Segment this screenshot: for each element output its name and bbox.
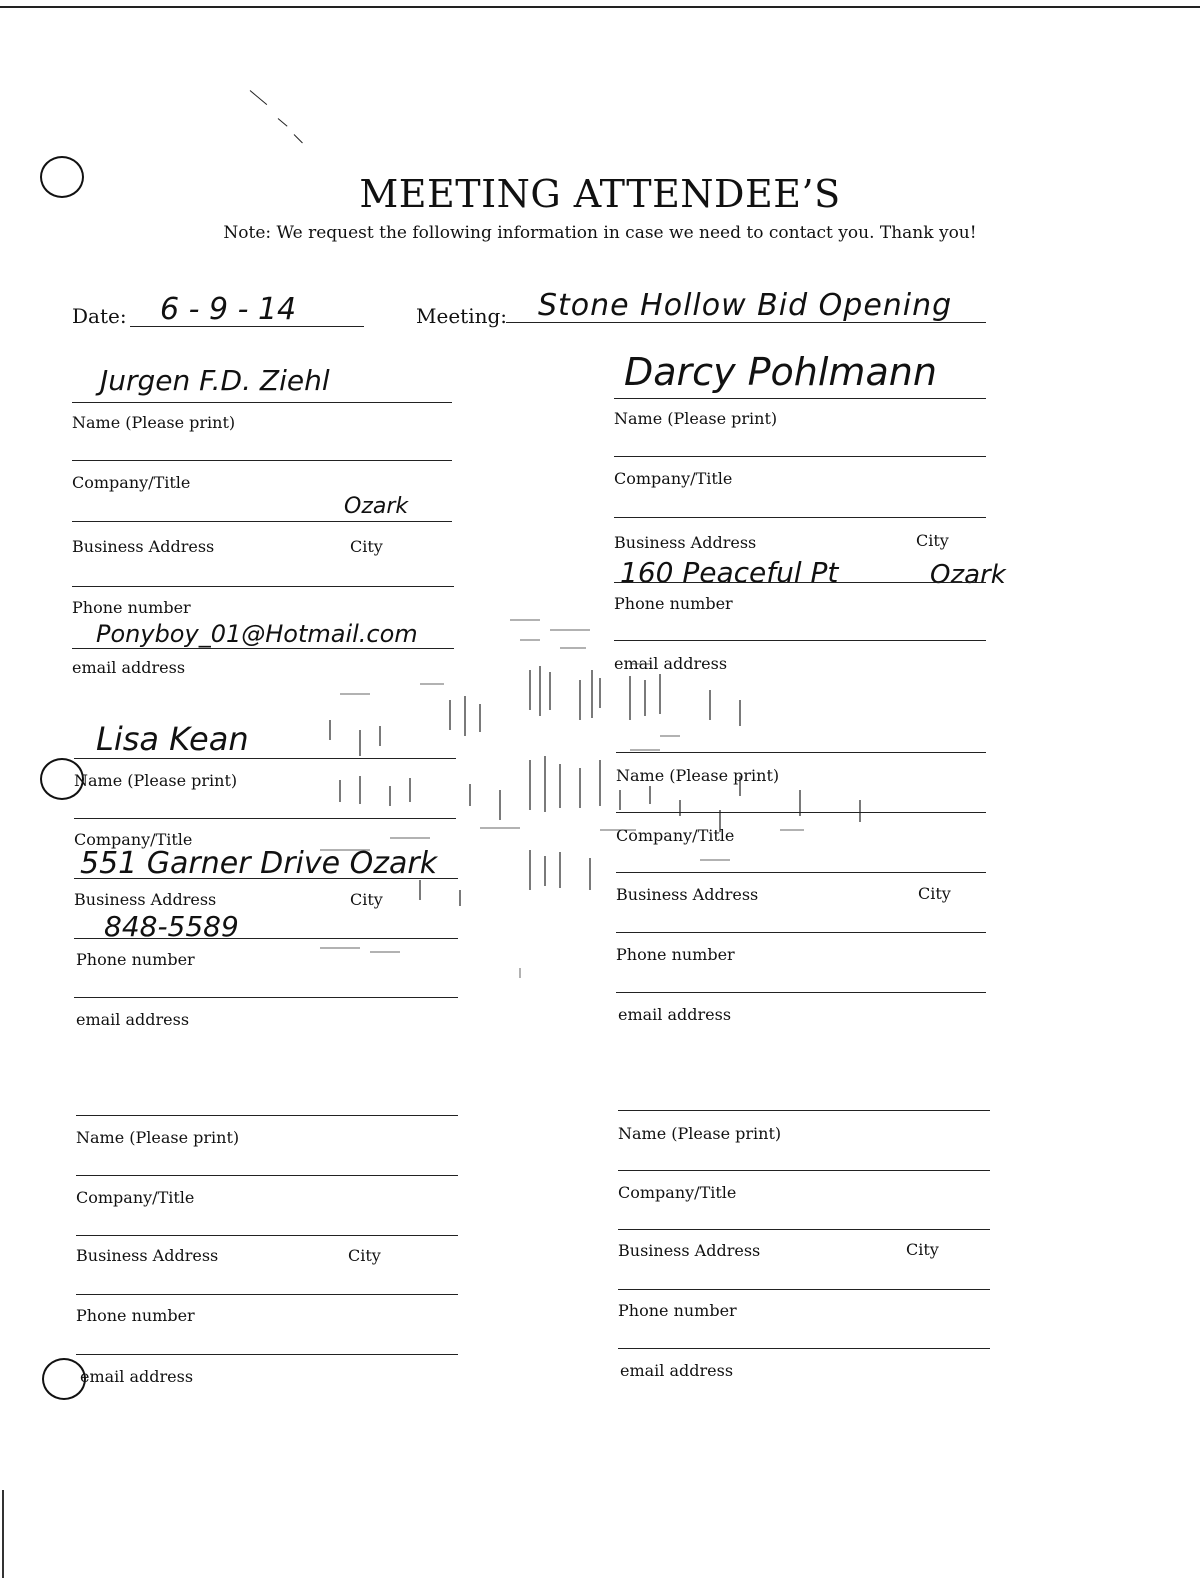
city-value[interactable]: Ozark <box>930 560 1006 590</box>
phone-value[interactable]: 848-5589 <box>104 910 239 943</box>
business-address-label: Business Address <box>72 537 215 556</box>
city-label: City <box>350 537 383 556</box>
meeting-value[interactable]: Stone Hollow Bid Opening <box>538 288 953 323</box>
email-label: email address <box>76 1010 190 1029</box>
name-label: Name (Please print) <box>614 409 778 428</box>
field-line <box>76 1294 458 1295</box>
field-line <box>614 456 986 457</box>
name-label: Name (Please print) <box>74 771 238 790</box>
field-line <box>616 992 986 993</box>
city-value[interactable]: Ozark <box>344 494 409 519</box>
scan-edge-left <box>2 1490 4 1578</box>
business-address-label: Business Address <box>614 533 757 552</box>
scan-edge-top <box>0 6 1200 8</box>
business-address-label: Business Address <box>618 1241 761 1260</box>
company-label: Company/Title <box>72 473 191 492</box>
field-line <box>76 1354 458 1355</box>
address-value[interactable]: 551 Garner Drive Ozark <box>80 846 438 881</box>
business-address-label: Business Address <box>76 1246 219 1265</box>
scan-artifact <box>300 600 900 980</box>
city-label: City <box>906 1240 939 1259</box>
city-label: City <box>348 1246 381 1265</box>
name-label: Name (Please print) <box>72 413 236 432</box>
email-label: email address <box>614 654 728 673</box>
company-label: Company/Title <box>616 826 735 845</box>
field-line <box>614 398 986 399</box>
attendee-name-value[interactable]: Lisa Kean <box>96 720 249 758</box>
field-line <box>618 1229 990 1230</box>
email-label: email address <box>618 1005 732 1024</box>
name-label: Name (Please print) <box>616 766 780 785</box>
phone-label: Phone number <box>618 1301 737 1320</box>
name-label: Name (Please print) <box>76 1128 240 1147</box>
business-address-label: Business Address <box>616 885 759 904</box>
field-line <box>72 460 452 461</box>
stray-mark <box>278 118 288 126</box>
stray-mark <box>294 134 303 143</box>
form-note: Note: We request the following information in case we need to contact you. Thank you! <box>223 223 977 243</box>
email-label: email address <box>620 1361 734 1380</box>
field-line <box>614 582 986 583</box>
field-line <box>72 521 452 522</box>
field-line <box>618 1289 990 1290</box>
address-value[interactable]: 160 Peaceful Pt <box>620 556 839 589</box>
date-value[interactable]: 6 - 9 - 14 <box>160 292 297 327</box>
email-label: email address <box>80 1367 194 1386</box>
field-line <box>74 997 458 998</box>
attendee-name-value[interactable]: Darcy Pohlmann <box>624 350 937 394</box>
field-line <box>72 402 452 403</box>
company-label: Company/Title <box>76 1188 195 1207</box>
stray-mark <box>250 90 267 105</box>
city-label: City <box>916 531 949 550</box>
city-label: City <box>350 890 383 909</box>
email-value[interactable]: Ponyboy_01@Hotmail.com <box>96 620 418 648</box>
field-line <box>76 1235 458 1236</box>
phone-label: Phone number <box>614 594 733 613</box>
company-label: Company/Title <box>618 1183 737 1202</box>
field-line <box>618 1170 990 1171</box>
email-label: email address <box>72 658 186 677</box>
name-label: Name (Please print) <box>618 1124 782 1143</box>
field-line <box>72 586 454 587</box>
phone-label: Phone number <box>76 950 195 969</box>
phone-label: Phone number <box>76 1306 195 1325</box>
field-line <box>614 517 986 518</box>
field-line <box>76 1175 458 1176</box>
form-title: MEETING ATTENDEE’S <box>359 172 841 216</box>
attendee-name-value[interactable]: Jurgen F.D. Ziehl <box>100 364 330 397</box>
phone-label: Phone number <box>72 598 191 617</box>
field-line <box>618 1110 990 1111</box>
company-label: Company/Title <box>614 469 733 488</box>
date-label: Date: <box>72 304 127 328</box>
field-line <box>76 1115 458 1116</box>
city-label: City <box>918 884 951 903</box>
phone-label: Phone number <box>616 945 735 964</box>
company-label: Company/Title <box>74 830 193 849</box>
meeting-label: Meeting: <box>416 304 508 328</box>
field-line <box>618 1348 990 1349</box>
business-address-label: Business Address <box>74 890 217 909</box>
